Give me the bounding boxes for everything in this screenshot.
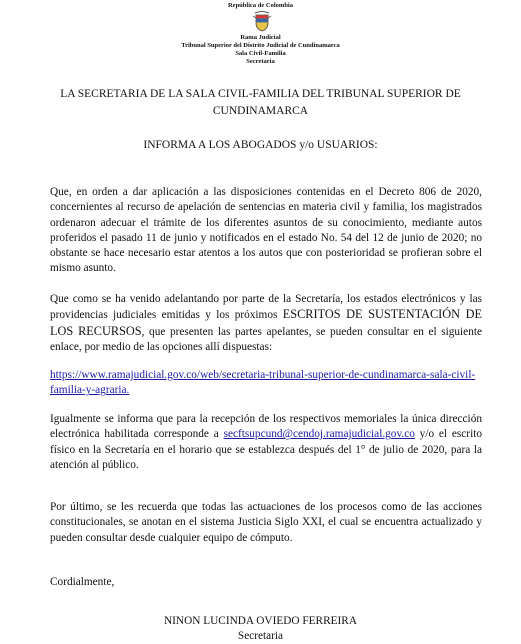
document-title xyxy=(40,86,481,120)
document-subtitle: INFORMA A LOS ABOGADOS y/o USUARIOS: xyxy=(143,139,378,151)
signature-role: Secretaria xyxy=(237,630,284,642)
paragraph-consultation-emphasis: ESCRITOS DE SUSTENTACIÓN DE LOS RECURSOS xyxy=(50,307,482,338)
paragraph-consultation-text-1: Que como se ha venido adelantando por parte de la Secretaría, los estados electrónicos y las providencias judiciales emitidas y los próximos xyxy=(50,293,482,322)
paragraph-consultation xyxy=(50,292,482,355)
email-link[interactable]: secftsupcund@cendoj.ramajudicial.gov.co xyxy=(223,428,415,441)
paragraph-decree: Que, en orden a dar aplicación a las disposiciones contenidas en el Decreto 806 de 2020, concernientes al recurso de apelación de sentencias en materia civil y familia, los magistrados ordenaron adecuar el trámite de los diferentes asuntos de su conocimiento, mediante autos proferidos el pasado 11 de junio y notificados en el estado No. 54 del 12 de junio de 2020; no obstante se hace necesario estar atentos a los autos que con posterioridad se profieran sobre el mismo asunto. xyxy=(50,186,482,275)
paragraph-link xyxy=(50,368,482,399)
paragraph-email-text-2: y/o el escrito físico en la Secretaría en el horario que se establezca después del 1° de julio de 2020, para la atención al público. xyxy=(50,428,482,471)
paragraph-system: Por último, se les recuerda que todas las actuaciones de los procesos como de las acciones constitucionales, se anotan en el sistema Justicia Siglo XXI, el cual se encuentra actualizado y pueden consultar desde cualquier equipo de cómputo. xyxy=(50,501,482,544)
header-branch: Rama Judicial xyxy=(240,34,281,41)
header-country: República de Colombia xyxy=(227,2,293,9)
title-line-1: LA SECRETARIA DE LA SALA CIVIL-FAMILIA DEL TRIBUNAL SUPERIOR DE xyxy=(60,88,461,100)
signature-name: NINON LUCINDA OVIEDO FERREIRA xyxy=(164,615,357,627)
paragraph-email xyxy=(50,412,482,473)
title-line-2: CUNDINAMARCA xyxy=(212,105,309,117)
paragraph-email-text-1: Igualmente se informa que para la recepción de los respectivos memoriales la única dirección electrónica habilitada corresponde a xyxy=(50,413,482,441)
closing-text: Cordialmente, xyxy=(50,576,115,588)
ramajudicial-link[interactable]: https://www.ramajudicial.gov.co/web/secretaria-tribunal-superior-de-cundinamarca-sala-civil-familia-y-agraria. xyxy=(50,369,476,397)
header-chamber: Sala Civil-Familia xyxy=(235,50,286,57)
header-office: Secretaria xyxy=(246,58,275,65)
coat-of-arms-icon xyxy=(253,10,271,32)
header-court: Tribunal Superior del Distrito Judicial de Cundinamarca xyxy=(181,42,340,49)
paragraph-consultation-text-2: , que presenten las partes apelantes, se pueden consultar en el siguiente enlace, por medio de las opciones allí dispuestas: xyxy=(50,325,482,353)
